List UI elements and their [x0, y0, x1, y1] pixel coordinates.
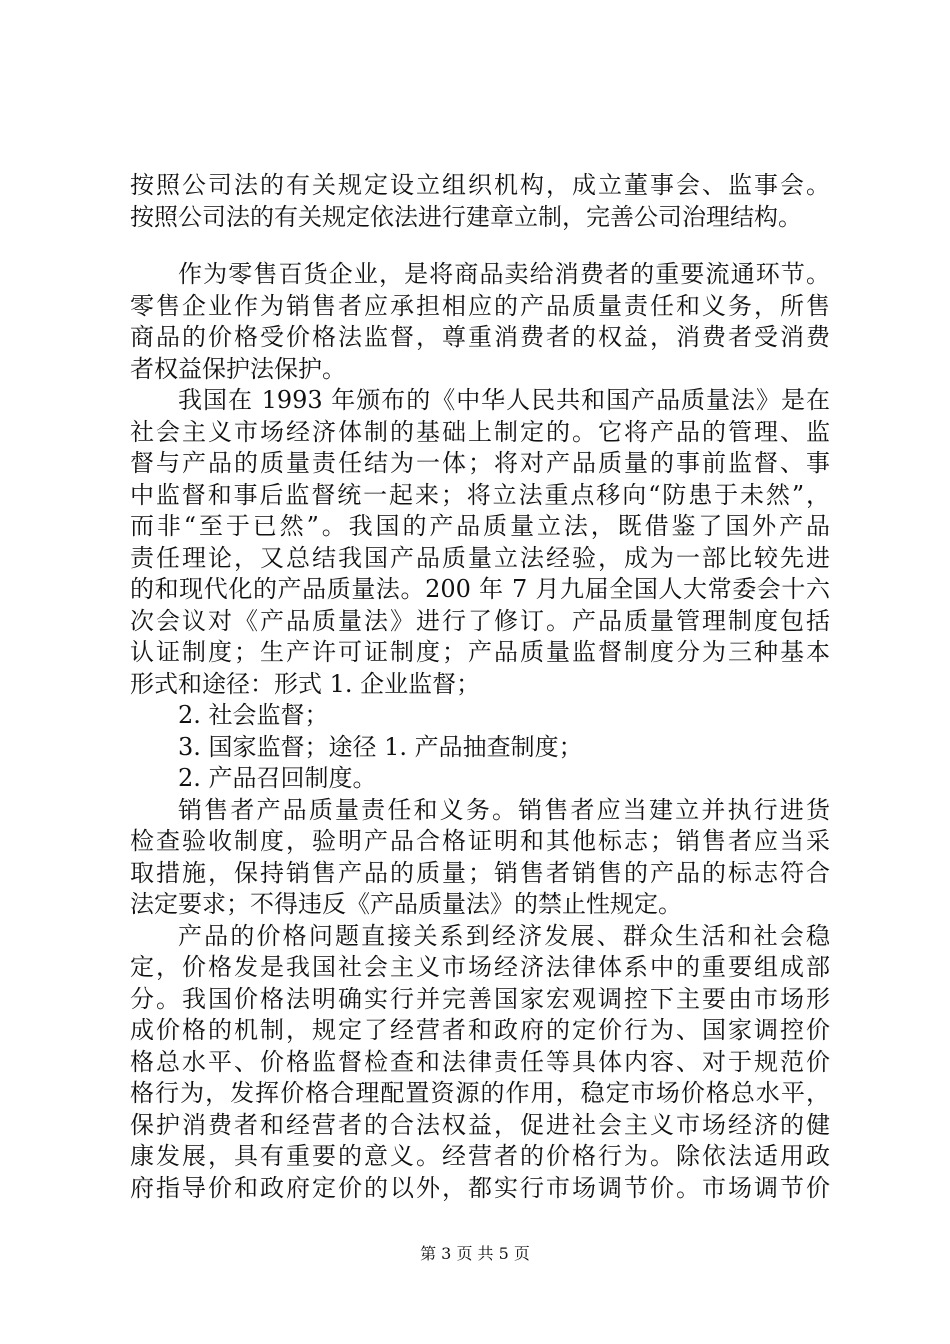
- text-line: 认证制度；生产许可证制度；产品质量监督制度分为三种基本: [130, 638, 830, 666]
- page-number-footer: 第 3 页 共 5 页: [420, 1244, 530, 1263]
- text-line: 定，价格发是我国社会主义市场经济法律体系中的重要组成部: [130, 953, 830, 981]
- text-line: 者权益保护法保护。: [130, 354, 346, 383]
- text-line: 的和现代化的产品质量法。200 年 7 月九届全国人大常委会十六: [130, 575, 830, 603]
- text-line: 次会议对《产品质量法》进行了修订。产品质量管理制度包括: [130, 606, 830, 635]
- text-line: 法定要求；不得违反《产品质量法》的禁止性规定。: [130, 890, 682, 918]
- paragraph-gap: [130, 233, 830, 259]
- text-line: 成价格的机制，规定了经营者和政府的定价行为、国家调控价: [130, 1016, 830, 1044]
- text-line: 分。我国价格法明确实行并完善国家宏观调控下主要由市场形: [130, 984, 830, 1013]
- text-line: 责任理论，又总结我国产品质量立法经验，成为一部比较先进: [130, 543, 830, 572]
- text-line: 销售者产品质量责任和义务。销售者应当建立并执行进货: [178, 795, 830, 824]
- text-line: 我国在 1993 年颁布的《中华人民共和国产品质量法》是在: [178, 386, 830, 414]
- text-line: 3. 国家监督；途径 1. 产品抽查制度；: [178, 732, 583, 761]
- text-line: 保护消费者和经营者的合法权益，促进社会主义市场经济的健: [130, 1110, 830, 1139]
- text-line: 形式和途径：形式 1. 企业监督；: [130, 669, 481, 698]
- text-line: 作为零售百货企业，是将商品卖给消费者的重要流通环节。: [178, 260, 830, 288]
- text-line: 康发展，具有重要的意义。经营者的价格行为。除依法适用政: [130, 1142, 830, 1170]
- document-body: [130, 170, 830, 1204]
- text-line: 取措施，保持销售产品的质量；销售者销售的产品的标志符合: [130, 858, 830, 887]
- text-line: 社会主义市场经济体制的基础上制定的。它将产品的管理、监: [130, 417, 830, 446]
- text-line: 2. 社会监督；: [178, 701, 329, 729]
- text-line: 格总水平、价格监督检查和法律责任等具体内容、对于规范价: [130, 1047, 830, 1076]
- text-line: 按照公司法的有关规定设立组织机构，成立董事会、监事会。: [130, 171, 830, 199]
- text-line: 格行为，发挥价格合理配置资源的作用，稳定市场价格总水平，: [130, 1079, 830, 1107]
- text-line: 检查验收制度，验明产品合格证明和其他标志；销售者应当采: [130, 827, 830, 855]
- text-line: 而非“至于已然”。我国的产品质量立法，既借鉴了国外产品: [130, 512, 830, 540]
- text-line: 2. 产品召回制度。: [178, 764, 377, 792]
- text-line: 中监督和事后监督统一起来；将立法重点移向“防患于未然”，: [130, 480, 830, 509]
- text-line: 府指导价和政府定价的以外，都实行市场调节价。市场调节价: [130, 1173, 830, 1202]
- text-line: 按照公司法的有关规定依法进行建章立制，完善公司治理结构。: [130, 202, 802, 231]
- text-line: 产品的价格问题直接关系到经济发展、群众生活和社会稳: [178, 921, 830, 950]
- text-line: 零售企业作为销售者应承担相应的产品质量责任和义务，所售: [130, 291, 830, 320]
- text-line: 商品的价格受价格法监督，尊重消费者的权益，消费者受消费: [130, 323, 830, 351]
- text-line: 督与产品的质量责任结为一体；将对产品质量的事前监督、事: [130, 449, 830, 477]
